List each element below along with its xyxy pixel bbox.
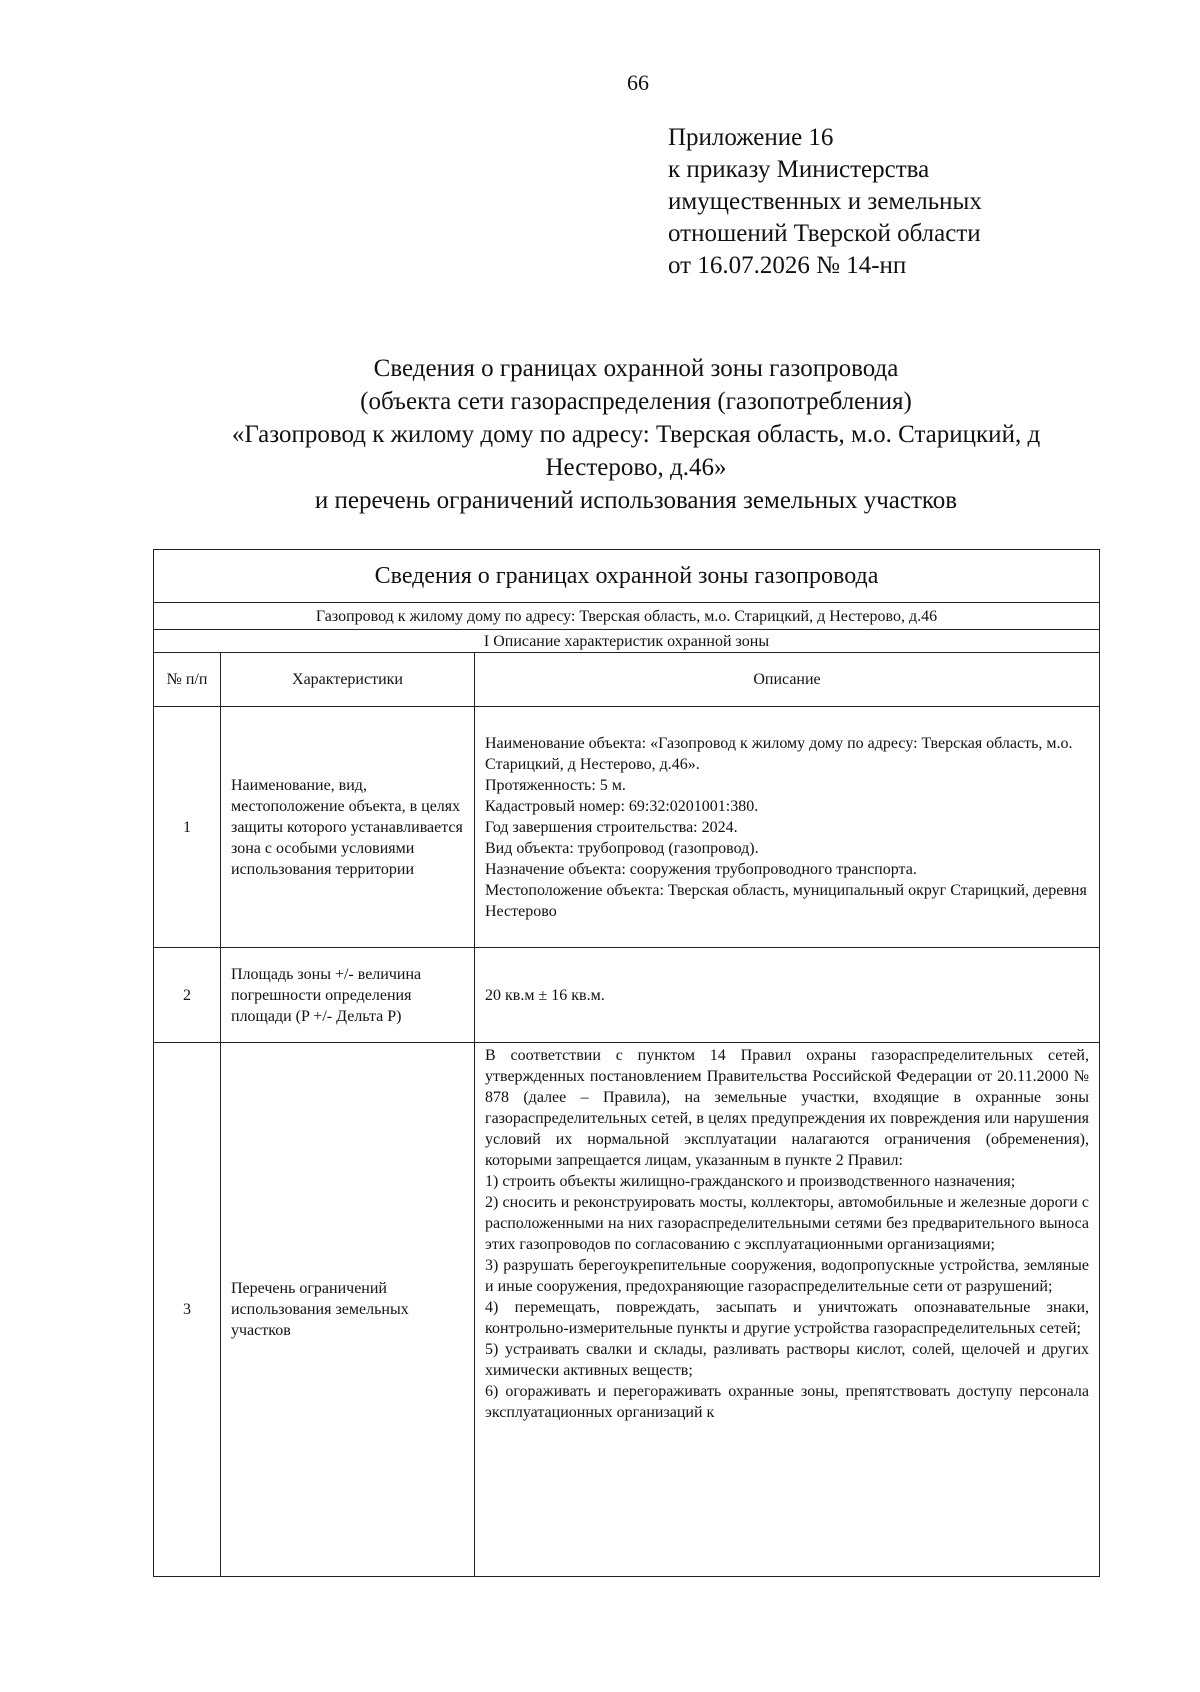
table-heading-row [154,550,1100,603]
description-paragraph: 2) сносить и реконструировать мосты, коллекторы, автомобильные и железные дороги с расположенными на них газораспределительными сетями без предварительного выноса этих газопроводов по согласованию с эксплуатационными организациями; [485,1194,1089,1253]
title-line: (объекта сети газораспределения (газопотребления) [360,388,912,415]
description-paragraph: В соответствии с пунктом 14 Правил охраны газораспределительных сетей, утвержденных постановлением Правительства Российской Федерации от 20.11.2000 № 878 (далее – Правила), на земельные участки, входящие в охранные зоны газораспределительных сетей, в целях предупреждения их повреждения или нарушения условий их нормальной эксплуатации налагаются ограничения (обременения), которыми запрещается лицам, указанным в пункте 2 Правил: [485,1047,1089,1169]
column-header-characteristic: Характеристики [221,653,475,707]
table-column-header-row [154,653,1100,707]
title-line: и перечень ограничений использования земельных участков [314,487,958,514]
table-heading: Сведения о границах охранной зоны газопровода [154,550,1100,603]
row-number: 2 [154,948,221,1043]
row-characteristic: Площадь зоны +/- величина погрешности определения площади (P +/- Дельта P) [221,948,475,1043]
description-paragraph: 4) перемещать, повреждать, засыпать и уничтожать опознавательные знаки, контрольно-измерительные пункты и другие устройства газораспределительных сетей; [485,1299,1089,1337]
table-row [154,707,1100,948]
description-paragraph: 1) строить объекты жилищно-гражданского и производственного назначения; [485,1173,1016,1190]
description-line: Наименование объекта: «Газопровод к жилому дому по адресу: Тверская область, м.о. Старицкий, д Нестерово, д.46». [485,734,1073,773]
appendix-header [668,122,982,282]
row-number: 3 [154,1043,221,1577]
description-paragraph: 5) устраивать свалки и склады, разливать растворы кислот, солей, щелочей и других химически активных веществ; [485,1341,1089,1379]
title-line: «Газопровод к жилому дому по адресу: Тверская область, м.о. Старицкий, д [231,421,1041,448]
appendix-line: от 16.07.2026 № 14-нп [668,252,907,279]
appendix-line: имущественных и земельных [668,188,982,215]
table-object-row [154,603,1100,630]
title-line: Нестерово, д.46» [545,454,727,481]
table-section-row [154,630,1100,653]
column-header-num: № п/п [154,653,221,707]
appendix-line: к приказу Министерства [668,156,930,183]
row-characteristic: Перечень ограничений использования земельных участков [221,1043,475,1577]
description-line: 20 кв.м ± 16 кв.м. [485,986,605,1004]
table-row [154,1043,1100,1577]
description-line: Назначение объекта: сооружения трубопроводного транспорта. [485,860,917,878]
appendix-line: Приложение 16 [668,124,834,151]
description-line: Вид объекта: трубопровод (газопровод). [485,839,759,857]
table-section-title: I Описание характеристик охранной зоны [154,630,1100,653]
row-characteristic: Наименование, вид, местоположение объекта, в целях защиты которого устанавливается зона с особыми условиями использования территории [221,707,475,948]
description-line: Кадастровый номер: 69:32:0201001:380. [485,797,759,815]
row-description [475,707,1100,948]
appendix-line: отношений Тверской области [668,220,981,247]
table-object-name: Газопровод к жилому дому по адресу: Тверская область, м.о. Старицкий, д Нестерово, д.46 [154,603,1100,630]
description-paragraph: 3) разрушать берегоукрепительные сооружения, водопропускные устройства, земляные и иные сооружения, предохраняющие газораспределительные сети от разрушений; [485,1257,1089,1295]
row-number: 1 [154,707,221,948]
description-line: Протяженность: 5 м. [485,776,626,794]
row-description [475,948,1100,1043]
description-line: Год завершения строительства: 2024. [485,818,738,836]
description-line: Местоположение объекта: Тверская область, муниципальный округ Старицкий, деревня Нестерово [485,881,1087,920]
zone-table [153,549,1100,1577]
title-line: Сведения о границах охранной зоны газопровода [373,355,899,382]
document-title [170,352,1102,517]
row-description [475,1043,1100,1577]
column-header-description: Описание [475,653,1100,707]
page-number: 66 [627,70,649,95]
description-paragraph: 6) огораживать и перегораживать охранные зоны, препятствовать доступу персонала эксплуатационных организаций к [485,1383,1089,1421]
table-row [154,948,1100,1043]
